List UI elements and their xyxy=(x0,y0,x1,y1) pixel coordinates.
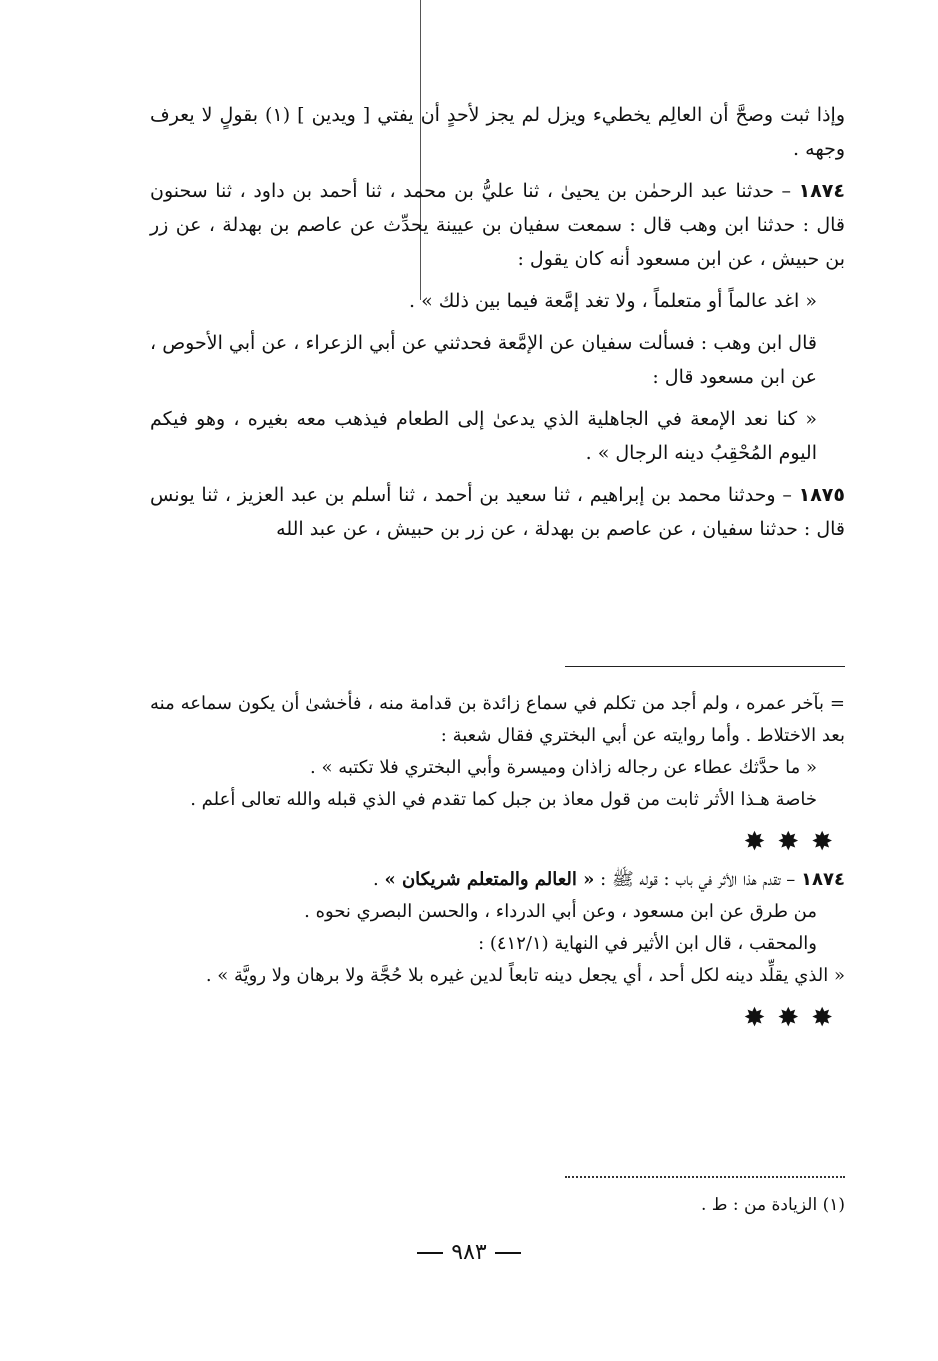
footnote-separator xyxy=(565,1176,845,1178)
hadith-number: ١٨٧٤ xyxy=(798,180,845,202)
quote-1: « اغد عالماً أو متعلماً ، ولا تغد إمَّعة فيما بين ذلك » . xyxy=(409,290,817,312)
note-line: = بآخر عمره ، ولم أجد من تكلم في سماع زائدة بن قدامة منه ، فأخشىٰ أن يكون سماعه منه بعد الاختلاط . وأما روايته عن أبي البختري فقال شعبة : xyxy=(150,693,845,746)
note-line: من طرق عن ابن مسعود ، وعن أبي الدرداء ، والحسن البصري نحوه . xyxy=(304,901,817,922)
commentary xyxy=(150,688,845,1040)
note-quote: « الذي يقلِّد دينه لكل أحد ، أي يجعل دينه تابعاً لدين غيره بلا حُجَّة ولا برهان ولا رويَّة » . xyxy=(205,965,845,986)
hadith-text: – وحدثنا محمد بن إبراهيم ، ثنا سعيد بن أحمد ، ثنا أسلم بن عبد العزيز ، ثنا يونس قال : حدثنا سفيان ، عن عاصم بن بهدلة ، عن زر بن حبيش ، عن عبد الله xyxy=(150,484,845,540)
note-text: . xyxy=(372,869,385,890)
hadith-text: – حدثنا عبد الرحمٰن بن يحيىٰ ، ثنا عليُّ بن محمد ، ثنا أحمد بن داود ، ثنا سحنون قال : حدثنا ابن وهب قال : سمعت سفيان بن عيينة يحدِّث عن عاصم بن بهدلة ، عن زر بن حبيش ، عن ابن مسعود أنه كان يقول : xyxy=(150,180,845,270)
stars-divider: ✸✸✸ xyxy=(743,1003,845,1033)
quote-2: « كنا نعد الإمعة في الجاهلية الذي يدعىٰ إلى الطعام فيذهب معه بغيره ، وهو فيكم اليوم المُحْقِبُ دينه الرجال » . xyxy=(150,408,817,464)
hadith-1874 xyxy=(150,174,845,276)
hadith-1875 xyxy=(150,478,845,546)
footnote: (١) الزيادة من : ط . xyxy=(700,1195,845,1215)
note-1874 xyxy=(150,864,845,896)
note-line: خاصة هـذا الأثر ثابت من قول معاذ بن جبل كما تقدم في الذي قبله والله تعالى أعلم . xyxy=(190,789,817,810)
page-number-row xyxy=(0,1240,938,1265)
page-number: ٩٨٣ xyxy=(451,1240,487,1265)
paragraph-intro: وإذا ثبت وصحَّ أن العالِم يخطيء ويزل لم يجز لأحدٍ أن يفتي [ ويدين ] (١) بقولٍ لا يعرف وجهه . xyxy=(150,104,845,160)
note-bold-title: « العالم والمتعلم شريكان » xyxy=(384,869,595,890)
stars-divider: ✸✸✸ xyxy=(743,827,845,857)
hadith-number: ١٨٧٥ xyxy=(798,484,845,506)
paragraph-ibn-wahb: قال ابن وهب : فسألت سفيان عن الإمَّعة فحدثني عن أبي الزعراء ، عن أبي الأحوص ، عن ابن مسعود قال : xyxy=(150,332,817,388)
note-line: والمحقب ، قال ابن الأثير في النهاية (٤١٢/١) : xyxy=(478,933,817,954)
note-quote: « ما حدَّثك عطاء عن رجاله زاذان وميسرة وأبي البختري فلا تكتبه » . xyxy=(310,757,817,778)
main-text xyxy=(150,98,845,554)
note-number: ١٨٧٤ xyxy=(801,869,845,890)
dash xyxy=(417,1252,443,1254)
note-text: – تقدم هذا الأثر في باب : قوله ﷺ : xyxy=(594,869,802,890)
notes-separator xyxy=(565,666,845,667)
dash xyxy=(495,1252,521,1254)
